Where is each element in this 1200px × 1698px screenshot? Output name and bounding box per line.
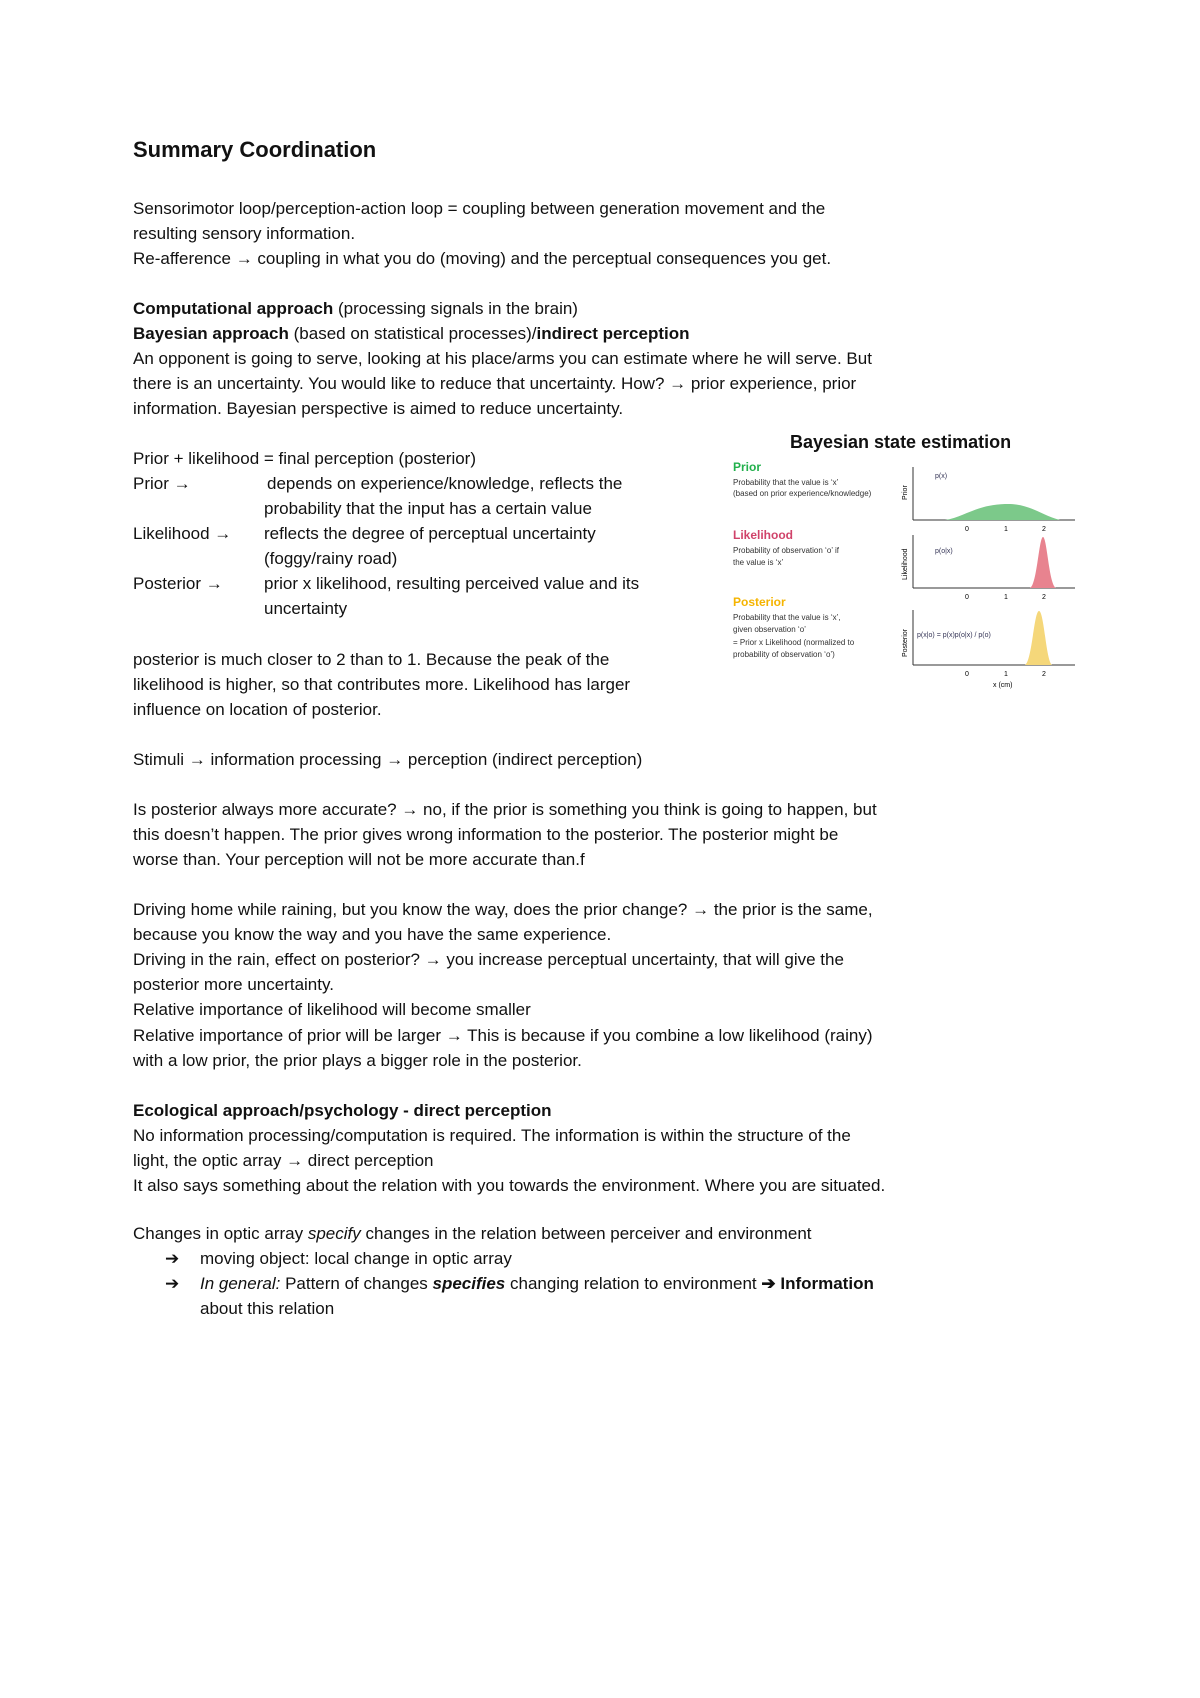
- figure-text: Probability that the value is ‘x’: [733, 478, 839, 487]
- figure-text: 2: [1042, 671, 1046, 678]
- text-segment: An opponent is going to serve, looking at his place/arms you can estimate where he will serve. But: [133, 349, 872, 368]
- text-line: [133, 950, 844, 970]
- text-line: [133, 249, 831, 269]
- text-segment: Computational approach: [133, 299, 334, 318]
- text-segment: No information processing/computation is required. The information is within the structure of the: [133, 1126, 851, 1145]
- text-segment: light, the optic array → direct perception: [133, 1151, 434, 1170]
- text-segment: depends on experience/knowledge, reflects the: [267, 474, 623, 493]
- text-line: [133, 1101, 551, 1121]
- text-line: [133, 474, 191, 494]
- text-segment: changes in the relation between perceiver and environment: [360, 1224, 812, 1243]
- text-line: [133, 1224, 812, 1244]
- text-line: [133, 825, 838, 845]
- text-segment: information. Bayesian perspective is aimed to reduce uncertainty.: [133, 399, 624, 418]
- text-line: [165, 1274, 179, 1294]
- text-segment: Posterior →: [133, 574, 223, 593]
- text-segment: Prior →: [133, 474, 191, 493]
- figure-text: Probability of observation ‘o’ if: [733, 546, 839, 555]
- text-line: [133, 349, 872, 369]
- text-line: [133, 975, 334, 995]
- text-segment: uncertainty: [264, 599, 348, 618]
- figure-text: 0: [965, 526, 969, 533]
- text-segment: prior x likelihood, resulting perceived value and its: [264, 574, 640, 593]
- text-segment: Bayesian approach: [133, 324, 289, 343]
- text-line: [264, 599, 347, 619]
- text-line: [264, 549, 397, 569]
- text-line: [264, 499, 592, 519]
- figure-text: Posterior: [902, 628, 909, 657]
- figure-text: = Prior x Likelihood (normalized to: [733, 638, 855, 647]
- text-line: [133, 574, 223, 594]
- posterior-curve: [1025, 611, 1052, 665]
- text-segment: Re-afference → coupling in what you do (moving) and the perceptual consequences you get.: [133, 249, 832, 268]
- text-line: [264, 524, 596, 544]
- text-segment: about this relation: [200, 1299, 335, 1318]
- text-segment: Ecological approach/psychology - direct perception: [133, 1101, 552, 1120]
- text-line: [264, 574, 639, 594]
- figure-text: probability of observation ‘o’): [733, 650, 835, 659]
- text-line: [133, 850, 585, 870]
- text-line: [200, 1249, 512, 1269]
- text-segment: ➔ Information: [761, 1274, 874, 1293]
- text-line: [133, 324, 690, 344]
- text-segment: moving object: local change in optic array: [200, 1249, 512, 1268]
- text-line: [133, 750, 642, 770]
- text-line: [133, 1026, 873, 1046]
- text-segment: there is an uncertainty. You would like to reduce that uncertainty. How? → prior experience, prior: [133, 374, 857, 393]
- text-segment: specify: [307, 1224, 361, 1243]
- text-line: [133, 900, 873, 920]
- text-segment: Likelihood →: [133, 524, 232, 543]
- text-segment: Driving in the rain, effect on posterior? → you increase perceptual uncertainty, that will give the: [133, 950, 844, 969]
- text-line: [133, 299, 578, 319]
- prior-plot: [902, 467, 1075, 533]
- text-segment: Sensorimotor loop/perception-action loop = coupling between generation movement and the: [133, 199, 826, 218]
- text-line: [133, 374, 856, 394]
- text-segment: likelihood is higher, so that contributes more. Likelihood has larger: [133, 675, 631, 694]
- text-line: [133, 1051, 582, 1071]
- text-line: [133, 224, 355, 244]
- figure-text: 0: [965, 594, 969, 601]
- text-segment: ➔: [165, 1274, 180, 1293]
- text-line: [133, 675, 630, 695]
- text-segment: It also says something about the relation with you towards the environment. Where you are situated.: [133, 1176, 886, 1195]
- figure-text: given observation ‘o’: [733, 625, 806, 634]
- text-segment: Driving home while raining, but you know the way, does the prior change? → the prior is the same,: [133, 900, 873, 919]
- text-segment: Is posterior always more accurate? → no, if the prior is something you think is going to happen, but: [133, 800, 877, 819]
- figure-text: 2: [1042, 594, 1046, 601]
- text-segment: reflects the degree of perceptual uncertainty: [264, 524, 596, 543]
- figure-title: Bayesian state estimation: [790, 432, 1012, 452]
- figure-text: p(x): [935, 473, 948, 480]
- text-line: [133, 925, 611, 945]
- text-segment: Relative importance of prior will be larger → This is because if you combine a low likelihood (rainy): [133, 1026, 873, 1045]
- text-line: [165, 1249, 179, 1269]
- likelihood-curve: [1030, 537, 1056, 588]
- figure-text: Prior: [902, 485, 909, 500]
- text-line: [133, 700, 382, 720]
- text-line: [267, 474, 622, 494]
- posterior-plot: [902, 610, 1075, 689]
- text-segment: (based on statistical processes)/: [288, 324, 537, 343]
- text-segment: In general:: [200, 1274, 281, 1293]
- figure-text: 1: [1004, 526, 1008, 533]
- text-segment: Changes in optic array: [133, 1224, 308, 1243]
- likelihood-plot: [902, 535, 1075, 601]
- text-line: [133, 1176, 885, 1196]
- text-segment: Prior + likelihood = final perception (posterior): [133, 449, 477, 468]
- page-title: Summary Coordination: [133, 137, 377, 162]
- text-line: [133, 1126, 851, 1146]
- text-line: [200, 1299, 334, 1319]
- text-segment: Relative importance of likelihood will become smaller: [133, 1000, 531, 1019]
- text-line: [133, 800, 877, 820]
- prior-curve: [945, 504, 1060, 520]
- text-line: [133, 399, 623, 419]
- figure-text: 0: [965, 671, 969, 678]
- text-line: [200, 1274, 874, 1294]
- text-line: [133, 524, 231, 544]
- text-segment: (foggy/rainy road): [264, 549, 398, 568]
- prior-heading: Prior: [733, 460, 762, 474]
- text-line: [133, 1000, 531, 1020]
- figure-text: p(x|o) = p(x)p(o|x) / p(o): [917, 632, 991, 639]
- text-segment: influence on location of posterior.: [133, 700, 382, 719]
- text-line: [133, 449, 476, 469]
- text-segment: because you know the way and you have the same experience.: [133, 925, 612, 944]
- figure-text: 1: [1004, 594, 1008, 601]
- figure-text: (based on prior experience/knowledge): [733, 489, 872, 498]
- text-segment: probability that the input has a certain value: [264, 499, 592, 518]
- text-segment: changing relation to environment: [505, 1274, 762, 1293]
- text-line: [133, 650, 609, 670]
- text-segment: resulting sensory information.: [133, 224, 356, 243]
- text-segment: ➔: [165, 1249, 180, 1268]
- figure-text: 1: [1004, 671, 1008, 678]
- figure-text: x (cm): [993, 682, 1013, 689]
- text-segment: (processing signals in the brain): [333, 299, 578, 318]
- text-segment: Stimuli → information processing → perception (indirect perception): [133, 750, 643, 769]
- text-segment: specifies: [432, 1274, 506, 1293]
- text-segment: indirect perception: [536, 324, 690, 343]
- text-segment: this doesn’t happen. The prior gives wrong information to the posterior. The posterior might be: [133, 825, 839, 844]
- text-line: [133, 1151, 433, 1171]
- likelihood-heading: Likelihood: [733, 528, 793, 542]
- figure-text: p(o|x): [935, 548, 953, 555]
- text-segment: posterior is much closer to 2 than to 1. Because the peak of the: [133, 650, 610, 669]
- figure-text: Likelihood: [902, 548, 909, 580]
- text-segment: worse than. Your perception will not be more accurate than.f: [133, 850, 585, 869]
- text-segment: with a low prior, the prior plays a bigger role in the posterior.: [133, 1051, 582, 1070]
- text-line: [133, 199, 825, 219]
- figure-text: the value is ‘x’: [733, 558, 784, 567]
- text-segment: posterior more uncertainty.: [133, 975, 334, 994]
- figure-text: 2: [1042, 526, 1046, 533]
- figure-text: Probability that the value is ‘x’,: [733, 613, 841, 622]
- bayesian-figure: [725, 425, 1095, 695]
- text-segment: Pattern of changes: [280, 1274, 433, 1293]
- posterior-heading: Posterior: [733, 595, 786, 609]
